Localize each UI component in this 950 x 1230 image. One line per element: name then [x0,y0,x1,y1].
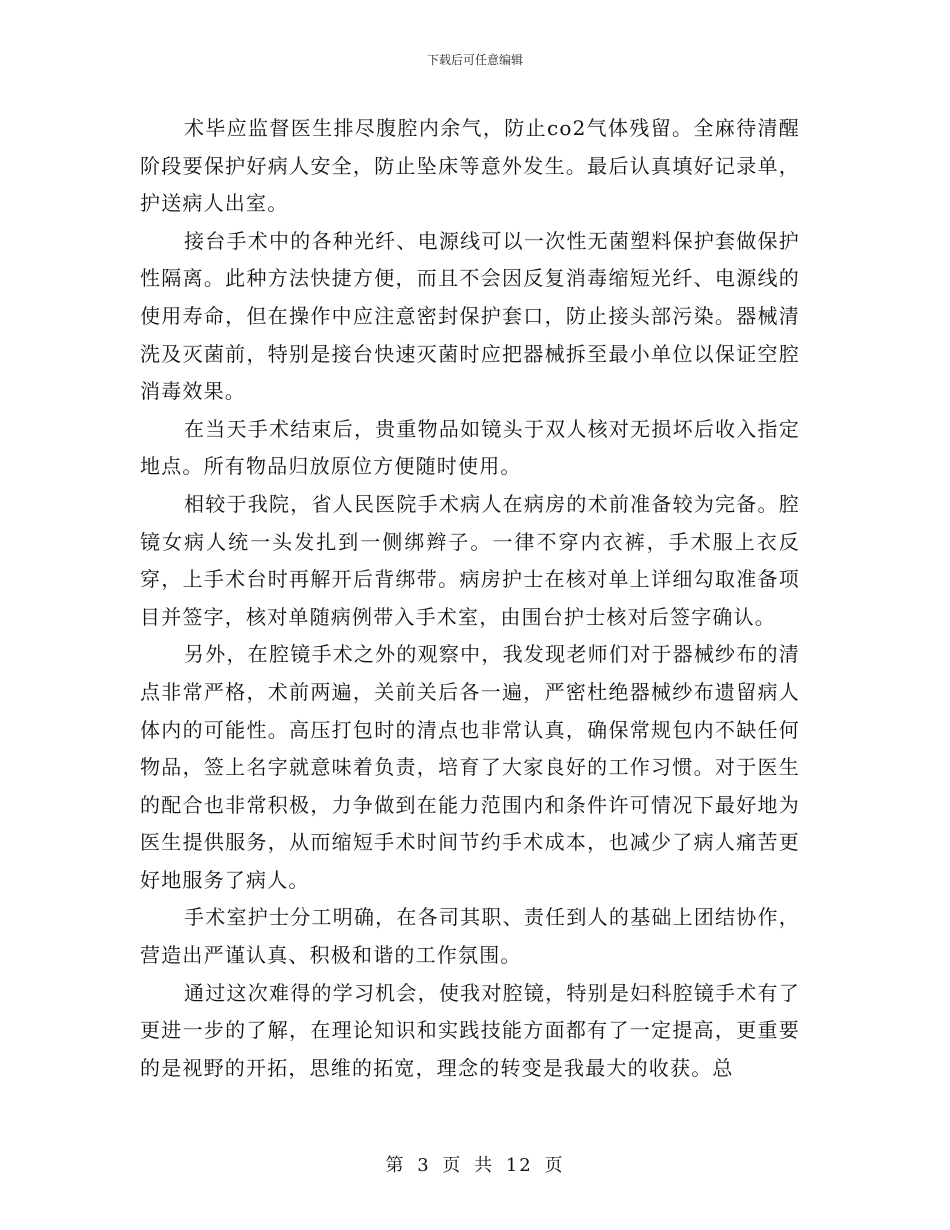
page-number-footer: 第 3 页 共 12 页 [385,1155,565,1176]
paragraph-2: 接台手术中的各种光纤、电源线可以一次性无菌塑料保护套做保护性隔离。此种方法快捷方便，而且不会因反复消毒缩短光纤、电源线的使用寿命，但在操作中应注意密封保护套口，防止接头部污染。器械清洗及灭菌前，特别是接台快速灭菌时应把器械拆至最小单位以保证空腔消毒效果。 [140,228,800,404]
paragraph-1: 术毕应监督医生排尽腹腔内余气，防止co2气体残留。全麻待清醒阶段要保护好病人安全，防止坠床等意外发生。最后认真填好记录单，护送病人出室。 [140,116,800,216]
document-body [140,110,800,1087]
paragraph-5: 另外，在腔镜手术之外的观察中，我发现老师们对于器械纱布的清点非常严格，术前两遍，关前关后各一遍，严密杜绝器械纱布遗留病人体内的可能性。高压打包时的清点也非常认真，确保常规包内不缺任何物品，签上名字就意味着负责，培育了大家良好的工作习惯。对于医生的配合也非常积极，力争做到在能力范围内和条件许可情况下最好地为医生提供服务，从而缩短手术时间节约手术成本，也减少了病人痛苦更好地服务了病人。 [140,642,800,892]
page-header: 下载后可任意编辑 [426,53,523,67]
paragraph-4: 相较于我院，省人民医院手术病人在病房的术前准备较为完备。腔镜女病人统一头发扎到一侧绑辫子。一律不穿内衣裤，手术服上衣反穿，上手术台时再解开后背绑带。病房护士在核对单上详细勾取准备项目并签字，核对单随病例带入手术室，由围台护士核对后签字确认。 [140,491,800,629]
paragraph-7: 通过这次难得的学习机会，使我对腔镜，特别是妇科腔镜手术有了更进一步的了解，在理论知识和实践技能方面都有了一定提高，更重要的是视野的开拓，思维的拓宽，理念的转变是我最大的收获。总 [140,980,800,1080]
paragraph-6: 手术室护士分工明确，在各司其职、责任到人的基础上团结协作，营造出严谨认真、积极和谐的工作氛围。 [140,905,800,968]
paragraph-3: 在当天手术结束后，贵重物品如镜头于双人核对无损坏后收入指定地点。所有物品归放原位方便随时使用。 [140,416,800,479]
